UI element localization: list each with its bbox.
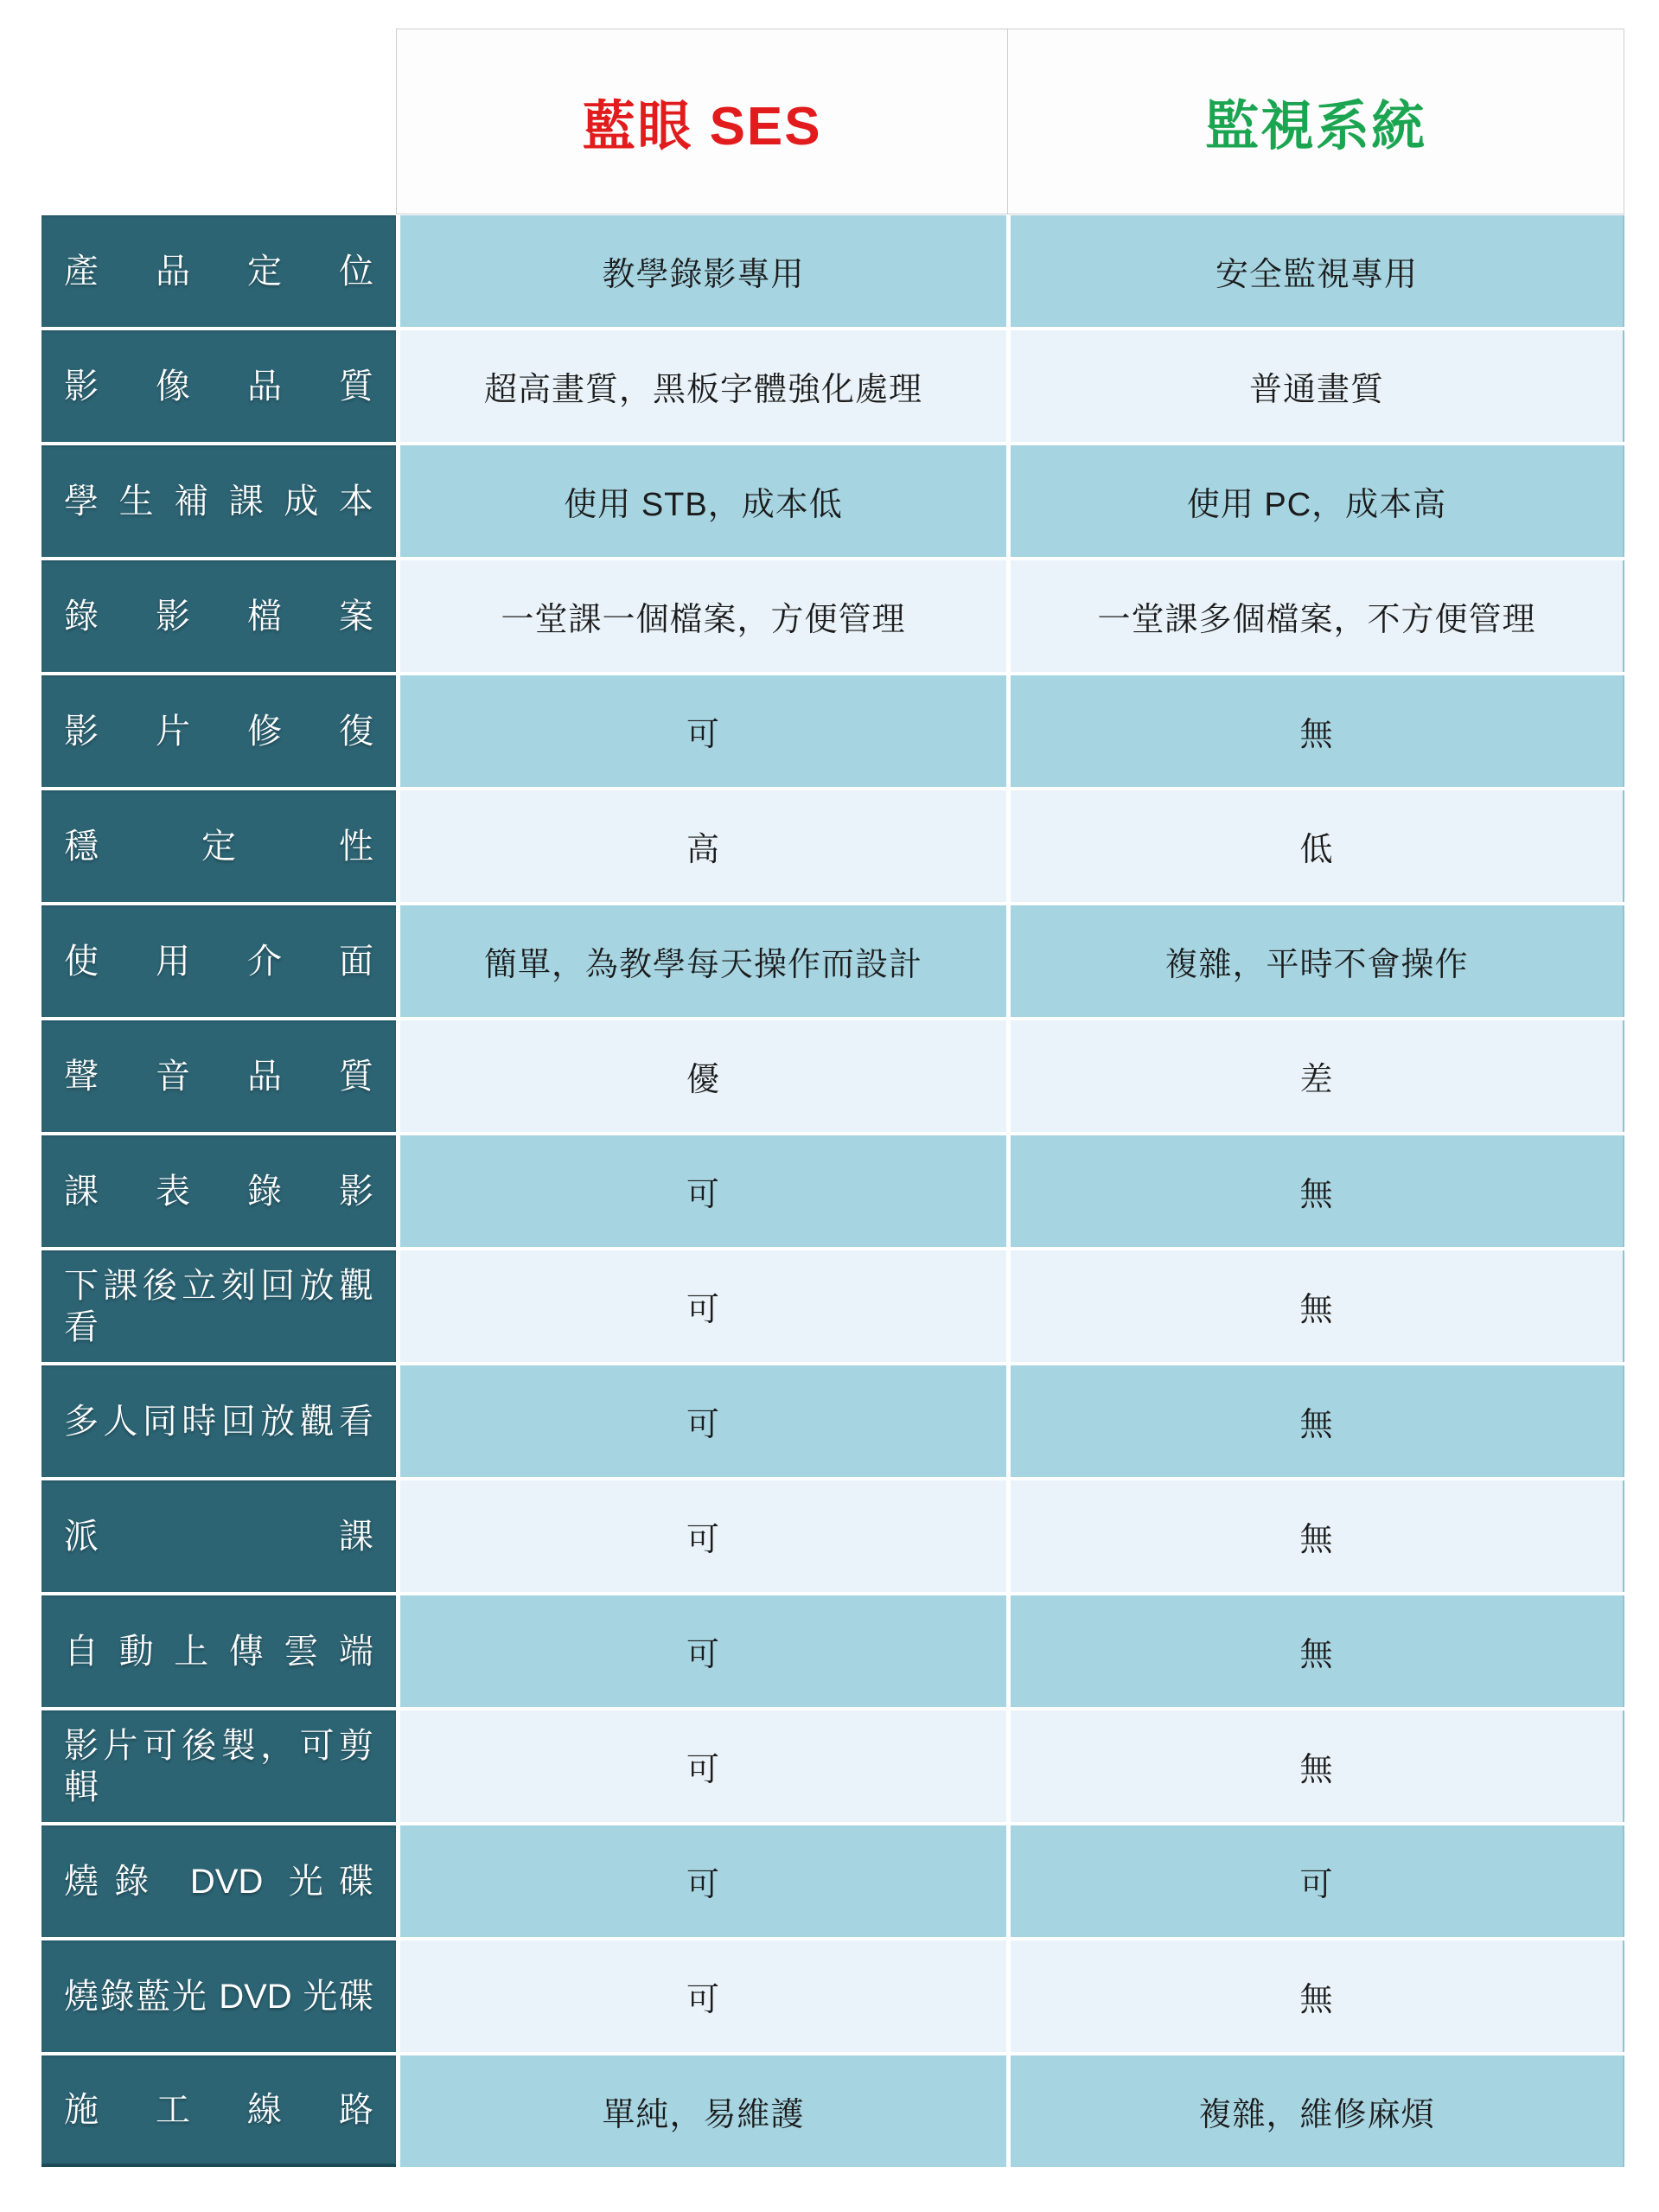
cell-surv-wiring: 複雜，維修麻煩 [1011,2055,1624,2167]
row-label-auto-cloud-upload: 自動上傳雲端 [41,1595,396,1707]
cell-ses-stability: 高 [400,790,1006,902]
cell-surv-burn-bluray: 無 [1011,1940,1624,2052]
row-label-burn-bluray: 燒錄藍光 DVD 光碟 [41,1940,396,2052]
cell-surv-image-quality: 普通畫質 [1011,330,1624,442]
cell-ses-burn-bluray: 可 [400,1940,1006,2052]
row-label-burn-dvd: 燒錄 DVD 光碟 [41,1825,396,1937]
cell-surv-makeup-cost: 使用 PC，成本高 [1011,445,1624,557]
cell-surv-user-interface: 複雜，平時不會操作 [1011,905,1624,1017]
cell-surv-product-positioning: 安全監視專用 [1011,215,1624,327]
row-label-makeup-cost: 學生補課成本 [41,445,396,557]
row-label-user-interface: 使用介面 [41,905,396,1017]
cell-ses-user-interface: 簡單，為教學每天操作而設計 [400,905,1006,1017]
cell-ses-wiring: 單純，易維護 [400,2055,1006,2167]
row-label-image-quality: 影像品質 [41,330,396,442]
header-ses: 藍眼 SES [582,97,822,157]
cell-ses-video-repair: 可 [400,675,1006,787]
row-label-post-production: 影片可後製，可剪輯 [41,1710,396,1822]
row-label-stability: 穩定性 [41,790,396,902]
cell-ses-burn-dvd: 可 [400,1825,1006,1937]
row-label-recording-files: 錄影檔案 [41,560,396,672]
cell-ses-sound-quality: 優 [400,1020,1006,1132]
cell-ses-post-production: 可 [400,1710,1006,1822]
cell-surv-assign-lessons: 無 [1011,1480,1624,1592]
row-label-wiring: 施工線路 [41,2055,396,2167]
cell-ses-product-positioning: 教學錄影專用 [400,215,1006,327]
cell-ses-image-quality: 超高畫質，黑板字體強化處理 [400,330,1006,442]
table-header [396,29,1624,214]
cell-surv-multi-user-playback: 無 [1011,1365,1624,1477]
cell-surv-sound-quality: 差 [1011,1020,1624,1132]
header-surveillance: 監視系統 [1007,29,1624,214]
cell-ses-auto-cloud-upload: 可 [400,1595,1006,1707]
row-label-assign-lessons: 派課 [41,1480,396,1592]
cell-ses-instant-playback: 可 [400,1250,1006,1362]
row-label-instant-playback: 下課後立刻回放觀看 [41,1250,396,1362]
cell-surv-recording-files: 一堂課多個檔案，不方便管理 [1011,560,1624,672]
row-label-multi-user-playback: 多人同時回放觀看 [41,1365,396,1477]
cell-surv-instant-playback: 無 [1011,1250,1624,1362]
cell-ses-schedule-recording: 可 [400,1135,1006,1247]
cell-surv-video-repair: 無 [1011,675,1624,787]
comparison-table [41,215,1624,2167]
cell-surv-post-production: 無 [1011,1710,1624,1822]
cell-ses-multi-user-playback: 可 [400,1365,1006,1477]
cell-surv-auto-cloud-upload: 無 [1011,1595,1624,1707]
row-label-schedule-recording: 課表錄影 [41,1135,396,1247]
row-label-product-positioning: 產品定位 [41,215,396,327]
row-label-video-repair: 影片修復 [41,675,396,787]
cell-ses-assign-lessons: 可 [400,1480,1006,1592]
cell-ses-recording-files: 一堂課一個檔案，方便管理 [400,560,1006,672]
cell-surv-burn-dvd: 可 [1011,1825,1624,1937]
cell-surv-stability: 低 [1011,790,1624,902]
cell-surv-schedule-recording: 無 [1011,1135,1624,1247]
cell-ses-makeup-cost: 使用 STB，成本低 [400,445,1006,557]
row-label-sound-quality: 聲音品質 [41,1020,396,1132]
